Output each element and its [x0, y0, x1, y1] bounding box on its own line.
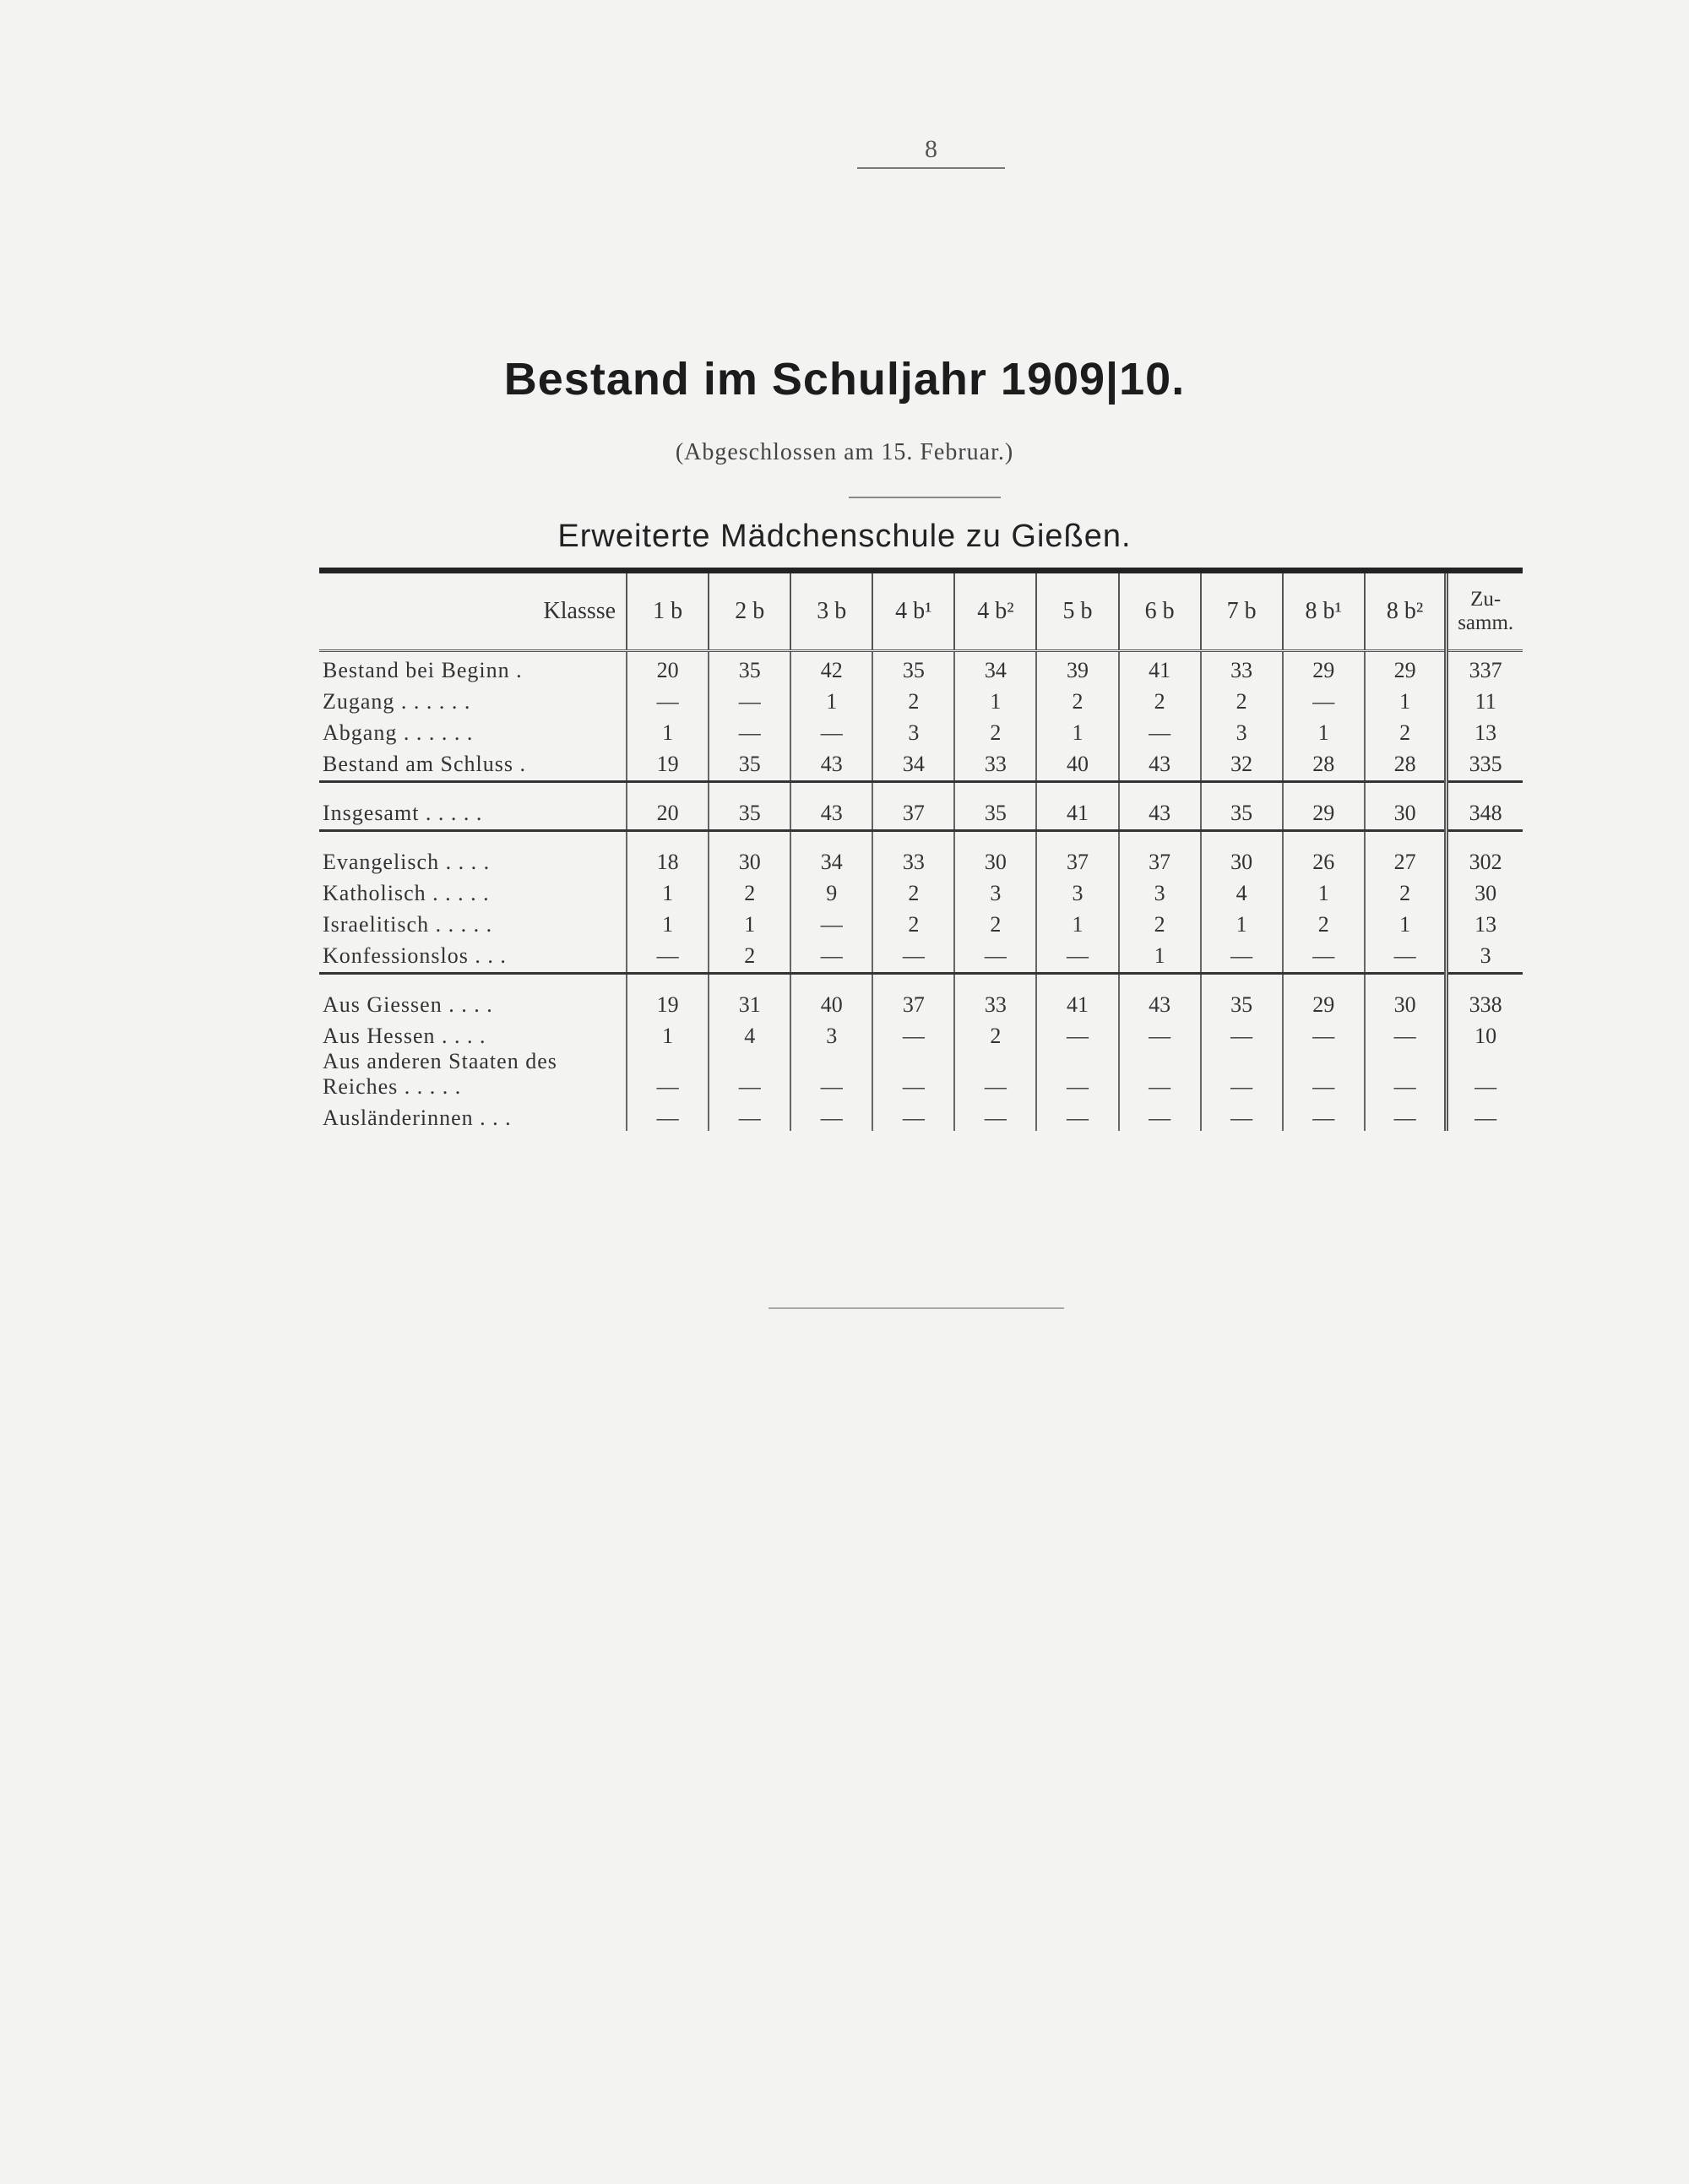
- row-label: Israelitisch . . . . .: [323, 912, 493, 937]
- row-label: Bestand bei Beginn .: [323, 658, 523, 682]
- table-cell: —: [627, 1100, 709, 1131]
- table-cell: —: [1365, 937, 1447, 974]
- table-cell: 3: [872, 714, 954, 746]
- table-cell: 2: [1119, 683, 1201, 714]
- table-row: [319, 1018, 1523, 1049]
- table-row: [319, 782, 1523, 831]
- table-cell: 1: [1283, 875, 1365, 906]
- column-header: Zu-samm.: [1447, 573, 1523, 651]
- table-row: [319, 651, 1523, 684]
- table-cell: 33: [1201, 651, 1283, 684]
- table-cell: 1: [1036, 906, 1118, 937]
- table-cell: 2: [1283, 906, 1365, 937]
- table-cell: 28: [1283, 746, 1365, 782]
- row-label: Evangelisch . . . .: [323, 850, 491, 874]
- table-cell: —: [1283, 1018, 1365, 1049]
- row-label: Ausländerinnen . . .: [323, 1106, 512, 1130]
- table-cell: 1: [790, 683, 872, 714]
- table-cell: 2: [1036, 683, 1118, 714]
- table-row: [319, 937, 1523, 974]
- table-cell: —: [709, 1049, 790, 1100]
- column-header: 4 b¹: [872, 573, 954, 651]
- table-cell: 29: [1365, 651, 1447, 684]
- row-label: Zugang . . . . . .: [323, 689, 471, 714]
- column-header: 1 b: [627, 573, 709, 651]
- table-cell: 1: [627, 875, 709, 906]
- table-row: [319, 974, 1523, 1019]
- table-cell: 4: [709, 1018, 790, 1049]
- column-header: 8 b²: [1365, 573, 1447, 651]
- table-row: [319, 875, 1523, 906]
- table-cell: 41: [1119, 651, 1201, 684]
- table-cell: 26: [1283, 831, 1365, 876]
- table-row: [319, 1100, 1523, 1131]
- column-header: 6 b: [1119, 573, 1201, 651]
- table-cell: 30: [1365, 782, 1447, 831]
- page-title: Bestand im Schuljahr 1909|10.: [503, 354, 1186, 405]
- table-cell: 3: [1119, 875, 1201, 906]
- table-cell: 35: [1201, 782, 1283, 831]
- table-cell: 30: [1365, 974, 1447, 1019]
- table-cell: 39: [1036, 651, 1118, 684]
- table-cell: 40: [790, 974, 872, 1019]
- table-cell: 3: [1447, 937, 1523, 974]
- table-cell: 3: [1201, 714, 1283, 746]
- table-cell: —: [1201, 1049, 1283, 1100]
- table-cell: 43: [790, 746, 872, 782]
- column-header: 8 b¹: [1283, 573, 1365, 651]
- row-label: Insgesamt . . . . .: [319, 782, 627, 831]
- table-cell: —: [954, 1049, 1036, 1100]
- table-cell: —: [1201, 937, 1283, 974]
- table-cell: —: [1036, 937, 1118, 974]
- table-cell: 37: [1036, 831, 1118, 876]
- table-cell: 2: [709, 937, 790, 974]
- table-cell: 35: [872, 651, 954, 684]
- table-cell: 28: [1365, 746, 1447, 782]
- table-cell: —: [790, 1049, 872, 1100]
- table-cell: 3: [954, 875, 1036, 906]
- table-cell: 4: [1201, 875, 1283, 906]
- table-cell: 1: [1119, 937, 1201, 974]
- table-cell: 43: [1119, 746, 1201, 782]
- table-cell: 2: [1201, 683, 1283, 714]
- page-number: 8: [857, 135, 1005, 169]
- table-cell: —: [1201, 1100, 1283, 1131]
- table-cell: —: [1119, 1049, 1201, 1100]
- table-cell: 1: [954, 683, 1036, 714]
- table-cell: 2: [872, 683, 954, 714]
- table-cell: 34: [954, 651, 1036, 684]
- table-cell: —: [1036, 1100, 1118, 1131]
- table-cell: 30: [1447, 875, 1523, 906]
- table-cell: —: [627, 1049, 709, 1100]
- table-cell: —: [627, 937, 709, 974]
- table-cell: 2: [1365, 714, 1447, 746]
- table-cell: 2: [1119, 906, 1201, 937]
- table-cell: —: [872, 1018, 954, 1049]
- table-cell: —: [1036, 1018, 1118, 1049]
- column-header: 2 b: [709, 573, 790, 651]
- table-cell: —: [1283, 937, 1365, 974]
- table-cell: —: [1119, 714, 1201, 746]
- table-cell: 31: [709, 974, 790, 1019]
- table-cell: 35: [954, 782, 1036, 831]
- table-cell: —: [790, 937, 872, 974]
- table-row: [319, 1049, 1523, 1100]
- title-divider: [849, 497, 1001, 498]
- table-cell: —: [709, 683, 790, 714]
- table-cell: 27: [1365, 831, 1447, 876]
- table-cell: 302: [1447, 831, 1523, 876]
- table-cell: 33: [954, 746, 1036, 782]
- table-cell: 348: [1447, 782, 1523, 831]
- table-cell: 42: [790, 651, 872, 684]
- table-cell: 13: [1447, 714, 1523, 746]
- table-cell: 43: [790, 782, 872, 831]
- row-label: Bestand am Schluss .: [319, 746, 627, 782]
- table-cell: —: [790, 714, 872, 746]
- enrollment-table: [319, 568, 1523, 1131]
- table-cell: —: [790, 1100, 872, 1131]
- row-label: Katholisch . . . . .: [323, 881, 490, 905]
- table-cell: 13: [1447, 906, 1523, 937]
- table-cell: 10: [1447, 1018, 1523, 1049]
- table-cell: —: [1283, 1100, 1365, 1131]
- table-cell: 43: [1119, 974, 1201, 1019]
- table-cell: 2: [954, 714, 1036, 746]
- table-cell: —: [954, 1100, 1036, 1131]
- table-cell: 30: [954, 831, 1036, 876]
- table-row: [319, 906, 1523, 937]
- table-cell: —: [790, 906, 872, 937]
- table-cell: —: [1365, 1049, 1447, 1100]
- column-header: 4 b²: [954, 573, 1036, 651]
- table-cell: —: [1447, 1049, 1523, 1100]
- table-cell: 34: [790, 831, 872, 876]
- table-cell: 34: [872, 746, 954, 782]
- table-cell: 3: [790, 1018, 872, 1049]
- table-cell: 37: [872, 782, 954, 831]
- table-cell: —: [1365, 1100, 1447, 1131]
- table-header-row: [319, 573, 1523, 651]
- table-cell: 29: [1283, 782, 1365, 831]
- table-cell: —: [872, 1100, 954, 1131]
- table-cell: 37: [872, 974, 954, 1019]
- table-cell: 338: [1447, 974, 1523, 1019]
- table-cell: 19: [627, 746, 709, 782]
- table-cell: 2: [872, 906, 954, 937]
- table-cell: —: [627, 683, 709, 714]
- table-cell: 19: [627, 974, 709, 1019]
- table-cell: —: [1119, 1100, 1201, 1131]
- table-cell: 1: [1365, 683, 1447, 714]
- table-cell: 29: [1283, 974, 1365, 1019]
- table-cell: —: [872, 1049, 954, 1100]
- table-cell: 1: [1283, 714, 1365, 746]
- table-row: [319, 746, 1523, 782]
- header-label: Klassse: [319, 573, 627, 651]
- table-cell: —: [1119, 1018, 1201, 1049]
- table-cell: 20: [627, 651, 709, 684]
- table-cell: 35: [1201, 974, 1283, 1019]
- table-cell: 1: [709, 906, 790, 937]
- table-cell: 18: [627, 831, 709, 876]
- row-label: Aus anderen Staaten des Reiches . . . . .: [323, 1049, 557, 1099]
- table-cell: 9: [790, 875, 872, 906]
- table-cell: —: [1447, 1100, 1523, 1131]
- column-header: 3 b: [790, 573, 872, 651]
- table-cell: —: [954, 937, 1036, 974]
- table-cell: 1: [627, 906, 709, 937]
- table-cell: 2: [1365, 875, 1447, 906]
- table-row: [319, 831, 1523, 876]
- table-cell: 32: [1201, 746, 1283, 782]
- table-cell: 1: [1365, 906, 1447, 937]
- table-cell: 35: [709, 746, 790, 782]
- table-cell: 2: [872, 875, 954, 906]
- table-row: [319, 683, 1523, 714]
- table-cell: 30: [1201, 831, 1283, 876]
- table-cell: 1: [1201, 906, 1283, 937]
- page-subtitle: (Abgeschlossen am 15. Februar.): [675, 439, 1014, 465]
- table-cell: —: [709, 1100, 790, 1131]
- table-cell: —: [872, 937, 954, 974]
- table-cell: 30: [709, 831, 790, 876]
- table-cell: —: [709, 714, 790, 746]
- table-cell: 1: [627, 1018, 709, 1049]
- table-cell: 41: [1036, 974, 1118, 1019]
- table-row: [319, 714, 1523, 746]
- row-label: Aus Giessen . . . .: [323, 992, 493, 1017]
- table-cell: 11: [1447, 683, 1523, 714]
- table-cell: —: [1283, 1049, 1365, 1100]
- table-cell: 43: [1119, 782, 1201, 831]
- table-cell: —: [1283, 683, 1365, 714]
- bottom-divider: [768, 1307, 1064, 1309]
- table-cell: 35: [709, 651, 790, 684]
- table-cell: 1: [627, 714, 709, 746]
- table-cell: 29: [1283, 651, 1365, 684]
- table-cell: 33: [954, 974, 1036, 1019]
- table-cell: —: [1201, 1018, 1283, 1049]
- table-cell: 33: [872, 831, 954, 876]
- table-cell: 335: [1447, 746, 1523, 782]
- row-label: Konfessionslos . . .: [319, 937, 627, 974]
- table-cell: 35: [709, 782, 790, 831]
- school-name: Erweiterte Mädchenschule zu Gießen.: [557, 519, 1132, 554]
- table-cell: 1: [1036, 714, 1118, 746]
- table-cell: —: [1365, 1018, 1447, 1049]
- column-header: 5 b: [1036, 573, 1118, 651]
- column-header: 7 b: [1201, 573, 1283, 651]
- table-cell: 2: [954, 906, 1036, 937]
- table-cell: 40: [1036, 746, 1118, 782]
- table-cell: 337: [1447, 651, 1523, 684]
- table-cell: 2: [954, 1018, 1036, 1049]
- table-cell: 41: [1036, 782, 1118, 831]
- table-cell: 20: [627, 782, 709, 831]
- table-cell: 2: [709, 875, 790, 906]
- row-label: Abgang . . . . . .: [323, 720, 474, 745]
- table-cell: 3: [1036, 875, 1118, 906]
- row-label: Aus Hessen . . . .: [323, 1024, 486, 1048]
- table-cell: 37: [1119, 831, 1201, 876]
- table-cell: —: [1036, 1049, 1118, 1100]
